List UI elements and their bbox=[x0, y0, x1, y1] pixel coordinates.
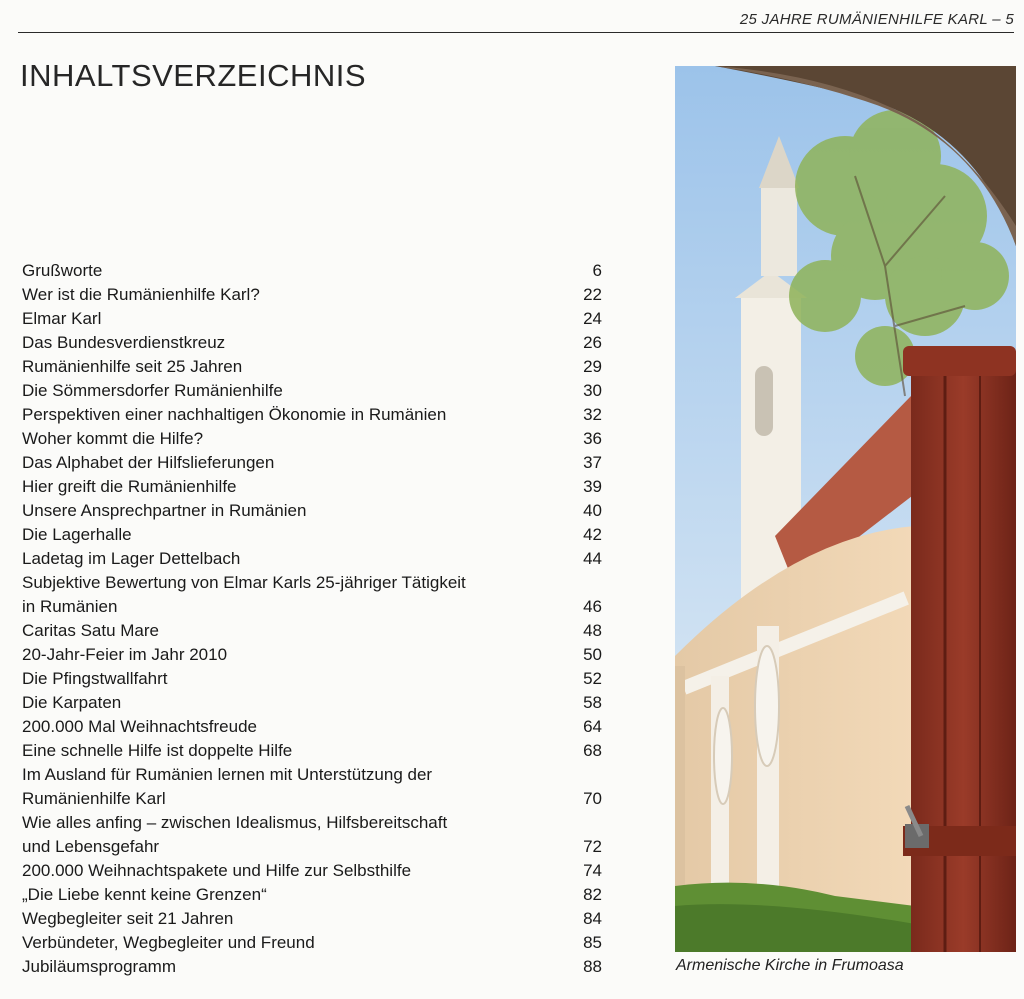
toc-entry-title: Verbündeter, Wegbegleiter und Freund bbox=[22, 933, 315, 952]
running-header bbox=[18, 8, 1014, 33]
toc-entry bbox=[22, 475, 604, 499]
toc-entry bbox=[22, 499, 604, 523]
toc-entry-title: Das Alphabet der Hilfslieferungen bbox=[22, 453, 275, 472]
toc-entry-title: Grußworte bbox=[22, 261, 103, 280]
toc-entry-title: Subjektive Bewertung von Elmar Karls 25-jähriger Tätigkeit bbox=[22, 573, 466, 592]
toc-entry-page-number: 50 bbox=[583, 645, 602, 664]
toc-entry bbox=[22, 715, 604, 739]
toc-entry bbox=[22, 427, 604, 451]
toc-entry-title: Im Ausland für Rumänien lernen mit Unterstützung der bbox=[22, 765, 433, 784]
toc-entry-title-continued: und Lebensgefahr bbox=[22, 837, 160, 856]
toc-entry-page-number: 48 bbox=[583, 621, 602, 640]
toc-entry-page-number: 30 bbox=[583, 381, 602, 400]
toc-entry-title: Die Karpaten bbox=[22, 693, 122, 712]
church-photo bbox=[675, 66, 1016, 952]
toc-entry-page-number: 58 bbox=[583, 693, 602, 712]
toc-entry bbox=[22, 955, 604, 979]
toc-entry-title: Rumänienhilfe seit 25 Jahren bbox=[22, 357, 243, 376]
toc-entry bbox=[22, 571, 604, 619]
toc-entry-title: Wer ist die Rumänienhilfe Karl? bbox=[22, 285, 260, 304]
toc-entry bbox=[22, 619, 604, 643]
toc-entry-page-number: 26 bbox=[583, 333, 602, 352]
toc-entry-title-continued: in Rumänien bbox=[22, 597, 118, 616]
toc-entry-title: Eine schnelle Hilfe ist doppelte Hilfe bbox=[22, 741, 293, 760]
toc-entry-title: Wegbegleiter seit 21 Jahren bbox=[22, 909, 234, 928]
toc-entry-page-number: 46 bbox=[583, 597, 602, 616]
toc-entry bbox=[22, 931, 604, 955]
toc-entry bbox=[22, 667, 604, 691]
toc-entry-page-number: 6 bbox=[592, 261, 602, 280]
toc-entry-title: Elmar Karl bbox=[22, 309, 102, 328]
toc-entry-title: Hier greift die Rumänienhilfe bbox=[22, 477, 237, 496]
toc-entry-title: Jubiläumsprogramm bbox=[22, 957, 176, 976]
toc-entry bbox=[22, 547, 604, 571]
toc-entry-title: „Die Liebe kennt keine Grenzen“ bbox=[22, 885, 267, 904]
toc-entry bbox=[22, 883, 604, 907]
toc-entry-page-number: 68 bbox=[583, 741, 602, 760]
toc-entry-page-number: 82 bbox=[583, 885, 602, 904]
toc-entry bbox=[22, 907, 604, 931]
toc-entry-page-number: 64 bbox=[583, 717, 602, 736]
toc-entry bbox=[22, 283, 604, 307]
toc-entry-page-number: 24 bbox=[583, 309, 602, 328]
toc-entry bbox=[22, 523, 604, 547]
toc-entry-title: Die Lagerhalle bbox=[22, 525, 132, 544]
page-title: INHALTSVERZEICHNIS bbox=[20, 58, 367, 93]
toc-entry-title-continued: Rumänienhilfe Karl bbox=[22, 789, 166, 808]
toc-entry-title: 200.000 Mal Weihnachtsfreude bbox=[22, 717, 258, 736]
toc-entry-page-number: 85 bbox=[583, 933, 602, 952]
toc-entry-title: Caritas Satu Mare bbox=[22, 621, 159, 640]
toc-entry bbox=[22, 811, 604, 859]
toc-entry bbox=[22, 355, 604, 379]
toc-entry-page-number: 29 bbox=[583, 357, 602, 376]
toc-entry bbox=[22, 403, 604, 427]
toc-entry-title: 20-Jahr-Feier im Jahr 2010 bbox=[22, 645, 228, 664]
toc-entry-page-number: 52 bbox=[583, 669, 602, 688]
toc-entry-page-number: 36 bbox=[583, 429, 602, 448]
toc-entry-page-number: 84 bbox=[583, 909, 602, 928]
toc-entry bbox=[22, 643, 604, 667]
running-header-text: 25 JAHRE RUMÄNIENHILFE KARL – 5 bbox=[739, 11, 1014, 28]
table-of-contents bbox=[22, 259, 604, 979]
toc-entry bbox=[22, 379, 604, 403]
toc-entry bbox=[22, 763, 604, 811]
toc-entry-page-number: 70 bbox=[583, 789, 602, 808]
toc-entry-title: Perspektiven einer nachhaltigen Ökonomie in Rumänien bbox=[22, 405, 447, 424]
toc-entry-title: Woher kommt die Hilfe? bbox=[22, 429, 204, 448]
toc-entry-title: Wie alles anfing – zwischen Idealismus, Hilfsbereitschaft bbox=[22, 813, 448, 832]
toc-entry-title: Ladetag im Lager Dettelbach bbox=[22, 549, 241, 568]
toc-entry-page-number: 44 bbox=[583, 549, 602, 568]
toc-entry-title: Die Sömmersdorfer Rumänienhilfe bbox=[22, 381, 283, 400]
toc-entry-page-number: 72 bbox=[583, 837, 602, 856]
toc-entry bbox=[22, 307, 604, 331]
toc-entry-page-number: 88 bbox=[583, 957, 602, 976]
toc-entry-page-number: 39 bbox=[583, 477, 602, 496]
photo-caption: Armenische Kirche in Frumoasa bbox=[676, 957, 904, 974]
toc-entry-title: Die Pfingstwallfahrt bbox=[22, 669, 168, 688]
toc-entry-page-number: 42 bbox=[583, 525, 602, 544]
toc-entry-page-number: 40 bbox=[583, 501, 602, 520]
toc-entry bbox=[22, 859, 604, 883]
toc-entry bbox=[22, 259, 604, 283]
toc-entry-title: Das Bundesverdienstkreuz bbox=[22, 333, 226, 352]
toc-entry-page-number: 22 bbox=[583, 285, 602, 304]
toc-entry-title: Unsere Ansprechpartner in Rumänien bbox=[22, 501, 307, 520]
toc-entry-page-number: 37 bbox=[583, 453, 602, 472]
toc-entry bbox=[22, 331, 604, 355]
toc-entry-title: 200.000 Weihnachtspakete und Hilfe zur Selbsthilfe bbox=[22, 861, 412, 880]
toc-entry bbox=[22, 451, 604, 475]
toc-entry bbox=[22, 739, 604, 763]
toc-entry-page-number: 74 bbox=[583, 861, 602, 880]
toc-entry bbox=[22, 691, 604, 715]
toc-entry-page-number: 32 bbox=[583, 405, 602, 424]
